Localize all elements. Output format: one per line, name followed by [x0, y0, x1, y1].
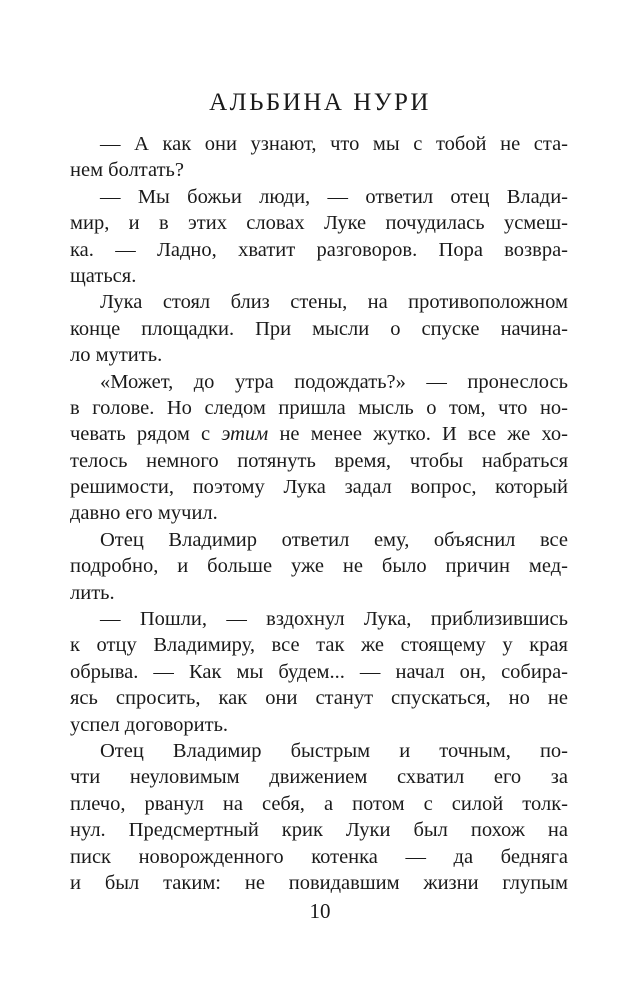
page-number: 10 — [309, 899, 331, 923]
text-line: плечо, рванул на себя, а потом с силой толк- — [70, 792, 568, 815]
text-line: и был таким: не повидавшим жизни глупым — [70, 871, 568, 894]
text-run: чевать рядом с — [70, 423, 222, 446]
text-line: ло мутить. — [70, 344, 163, 367]
running-head: АЛЬБИНА НУРИ — [209, 89, 431, 116]
text-line: нул. Предсмертный крик Луки был похож на — [70, 819, 568, 842]
text-line: обрыва. — Как мы будем... — начал он, собира- — [70, 660, 568, 683]
text-line: щаться. — [70, 264, 137, 287]
text-line: телось немного потянуть время, чтобы набраться — [70, 449, 568, 472]
text-line: Лука стоял близ стены, на противоположном — [100, 291, 568, 314]
text-line: в голове. Но следом пришла мысль о том, что но- — [70, 396, 568, 419]
text-line: — Мы божьи люди, — ответил отец Влади- — [100, 185, 568, 208]
text-line: Отец Владимир быстрым и точным, по- — [100, 739, 568, 762]
text-line: «Может, до утра подождать?» — пронеслось — [100, 370, 568, 393]
text-line: — А как они узнают, что мы с тобой не ста- — [100, 133, 568, 155]
text-line: подробно, и больше уже не было причин мед- — [70, 555, 568, 578]
text-line: решимости, поэтому Лука задал вопрос, который — [70, 476, 568, 499]
text-line: чти неуловимым движением схватил его за — [70, 766, 568, 789]
text-line: писк новорожденного котенка — да бедняга — [70, 845, 568, 868]
text-line: к отцу Владимиру, все так же стоящему у края — [70, 634, 568, 657]
text-line: ка. — Ладно, хватит разговоров. Пора возвра- — [70, 238, 568, 261]
italic-word: этим — [221, 423, 269, 446]
text-line: лить. — [70, 581, 115, 604]
text-line: мир, и в этих словах Луке почудилась усмеш- — [70, 212, 568, 235]
text-line: ясь спросить, как они станут спускаться, но не — [70, 687, 568, 710]
body-text — [70, 131, 568, 896]
text-line: нем болтать? — [70, 159, 184, 182]
text-line: — Пошли, — вздохнул Лука, приблизившись — [100, 608, 568, 631]
text-line: конце площадки. При мысли о спуске начина- — [70, 317, 568, 340]
text-run: не менее жутко. И все же хо- — [268, 423, 568, 446]
text-line: успел договорить. — [70, 713, 229, 736]
text-line: Отец Владимир ответил ему, объяснил все — [100, 528, 568, 551]
text-line — [70, 421, 568, 447]
text-line: давно его мучил. — [70, 502, 218, 525]
